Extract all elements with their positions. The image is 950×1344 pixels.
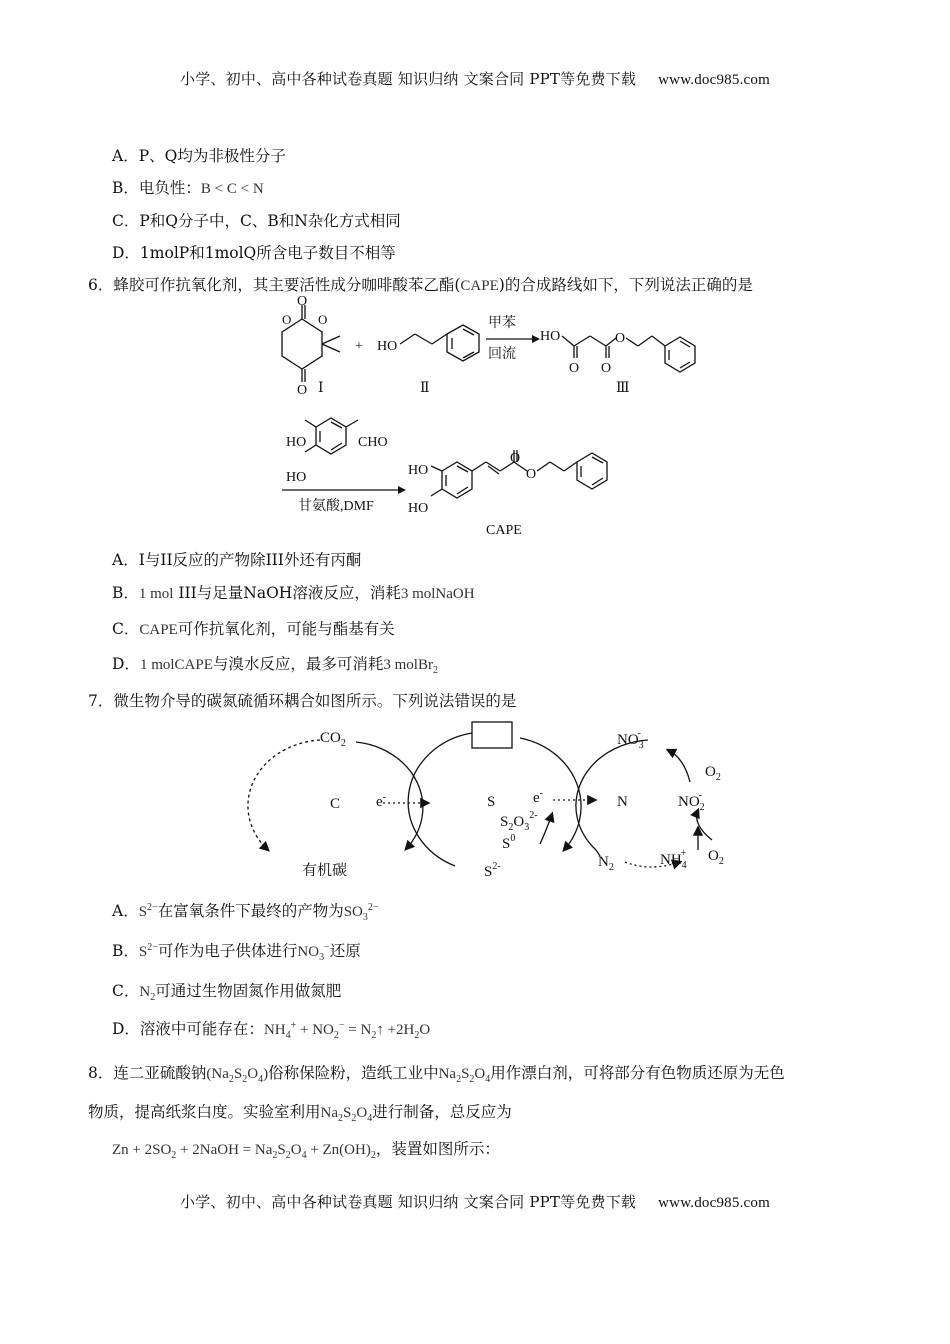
aldehyde-ho-2: HO [286,470,307,485]
q8-line1-mid: 俗称保险粉，造纸工业中 [268,1064,439,1082]
q6-c-text: 可作抗氧化剂，可能与酯基有关 [177,620,395,638]
q6-c-cape: CAPE [139,622,178,638]
q5-option-b-label: B．电负性： [112,179,201,197]
i-ring-o-1: O [282,312,292,327]
q8-line3-suffix: ，装置如图所示： [375,1140,500,1158]
iii-o-2: O [601,361,612,376]
q6-stem-cape: CAPE [460,278,499,294]
q6-b-amount: 3 molNaOH [400,586,475,602]
cape-ho-2: HO [408,501,429,516]
q6-d-amount2: 3 molBr$_2$ [383,657,438,676]
q7-option-a: A．$S^{2-}$在富氧条件下最终的产物为$SO_3^{2-}$ [112,902,379,923]
ii-ho: HO [377,339,398,354]
q6-stem-suffix: )的合成路线如下，下列说法正确的是 [498,276,753,294]
q5-option-c: C．P和Q分子中，C、B和N杂化方式相同 [112,212,401,230]
q6-b-mid: III与足量NaOH溶液反应，消耗 [178,584,401,602]
q6-option-d: D．1 molCAPE与溴水反应，最多可消耗3 molBr$_2$ [112,655,438,676]
o2-label-top: $O_2$ [705,764,721,783]
q8-line1-suffix: 用作漂白剂，可将部分有色物质还原为无色 [490,1064,785,1082]
q7-b-text2: 还原 [329,942,361,960]
sulfide-label: $S^{2-}$ [484,861,501,876]
q5-option-b-formula: B < C < N [200,181,264,197]
q7-b-text1: 可作为电子供体进行 [157,942,298,960]
i-carbonyl-o-top: O [297,296,308,309]
q6-stem-prefix: 6．蜂胶可作抗氧化剂，其主要活性成分咖啡酸苯乙酯( [88,276,461,294]
electron-label-right: e- [533,788,544,806]
q5-option-a: A．P、Q均为非极性分子 [112,147,286,165]
iii-o-1: O [569,361,580,376]
page-footer [0,1191,950,1212]
sulfur-label: S [487,794,496,810]
q5-option-d: D．1molP和1molQ所含电子数目不相等 [112,244,396,262]
cycle-diagram [0,716,950,876]
n2-label: $N_2$ [598,854,614,873]
label-compound-3: Ⅲ [616,381,630,396]
reagent-toluene: 甲苯 [488,316,516,331]
iii-ester-o: O [615,331,626,346]
elemental-sulfur-label: $S^0$ [502,833,516,852]
footer-url: www.doc985.com [658,1195,770,1211]
q7-option-c: C．$N_2$可通过生物固氮作用做氮肥 [112,982,342,1003]
q6-option-c: C．CAPE可作抗氧化剂，可能与酯基有关 [112,620,395,638]
cape-ho-1: HO [408,463,429,478]
q8-line2-suffix: 进行制备，总反应为 [372,1103,512,1121]
q7-option-d [112,1017,430,1041]
q8-equation: $Zn + 2SO_2$ + 2NaOH = $Na_2S_2O_4 + Zn(OH)_2$ [112,1142,376,1161]
cape-carbonyl-o: O [510,451,521,466]
label-compound-1: Ⅰ [318,381,324,396]
q6-option-b: B．1 mol III与足量NaOH溶液反应，消耗3 molNaOH [112,584,475,602]
page-header [0,68,950,89]
q7-c-text: 可通过生物固氮作用做氮肥 [155,982,342,1000]
aldehyde-cho: CHO [358,435,388,450]
q7-option-b: B．$S^{2-}$可作为电子供体进行$NO_3^-$还原 [112,942,361,963]
electron-label-left: e- [376,792,387,810]
q5-option-b [112,176,264,198]
o2-label-bottom: $O_2$ [708,848,724,867]
q8-line1-prefix: 8．连二亚硫酸钠 [88,1064,207,1082]
ammonium-label: $NH_4+$ [660,848,687,871]
q7-stem: 7．微生物介导的碳氮硫循环耦合如图所示。下列说法错误的是 [88,692,517,710]
q6-b-mol: 1 mol [138,586,174,602]
organic-carbon-label: 有机碳 [302,863,348,876]
q7-d-text: D．溶液中可能存在： [112,1020,264,1038]
q6-d-mid: 与溴水反应，最多可消耗 [212,655,384,673]
q7-d-equation: $NH_4^+ + NO_2^-$ = $N_2↑ +2H_2O$ [263,1020,431,1041]
q8-line-1: 8．连二亚硫酸钠$(Na_2S_2O_4)$俗称保险粉，造纸工业中$Na_2S_2O_4$用作漂白剂，可将部分有色物质还原为无色 [88,1064,785,1085]
nitrite-label: $NO_2-$ [678,790,705,813]
carbon-label: C [330,796,341,812]
label-compound-2: Ⅱ [420,381,430,396]
reagent-glycine-dmf: 甘氨酸,DMF [298,499,374,514]
i-ring-o-2: O [318,312,328,327]
q8-line-2: 物质，提高纸浆白度。实验室利用$Na_2S_2O_4$进行制备，总反应为 [88,1103,512,1124]
aldehyde-ho-1: HO [286,435,307,450]
q6-option-a: A．I与II反应的产物除III外还有丙酮 [112,551,362,569]
nitrogen-label: N [617,794,628,810]
q7-a-text: 在富氧条件下最终的产物为 [157,902,344,920]
q6-stem [88,273,753,295]
header-text: 小学、初中、高中各种试卷真题 知识归纳 文案合同 PPT等免费下载 [180,70,637,88]
q8-line-3 [112,1137,500,1161]
co2-label: $CO_2$ [320,730,346,749]
i-carbonyl-o-bottom: O [297,383,308,398]
nitrate-label: $NO_3-$ [617,728,644,751]
label-cape: CAPE [486,523,522,538]
reagent-reflux: 回流 [488,347,516,362]
synthesis-scheme [0,296,950,546]
thiosulfate-label: $S_2O_3^{2-}$ [500,810,538,833]
header-url: www.doc985.com [658,72,770,88]
iii-ho: HO [540,329,561,344]
plus-sign: + [355,339,363,354]
q6-d-amount1: 1 molCAPE [139,657,213,673]
footer-text: 小学、初中、高中各种试卷真题 知识归纳 文案合同 PPT等免费下载 [180,1193,637,1211]
cape-ester-o: O [526,467,537,482]
q8-line2-prefix: 物质，提高纸浆白度。实验室利用 [88,1103,321,1121]
